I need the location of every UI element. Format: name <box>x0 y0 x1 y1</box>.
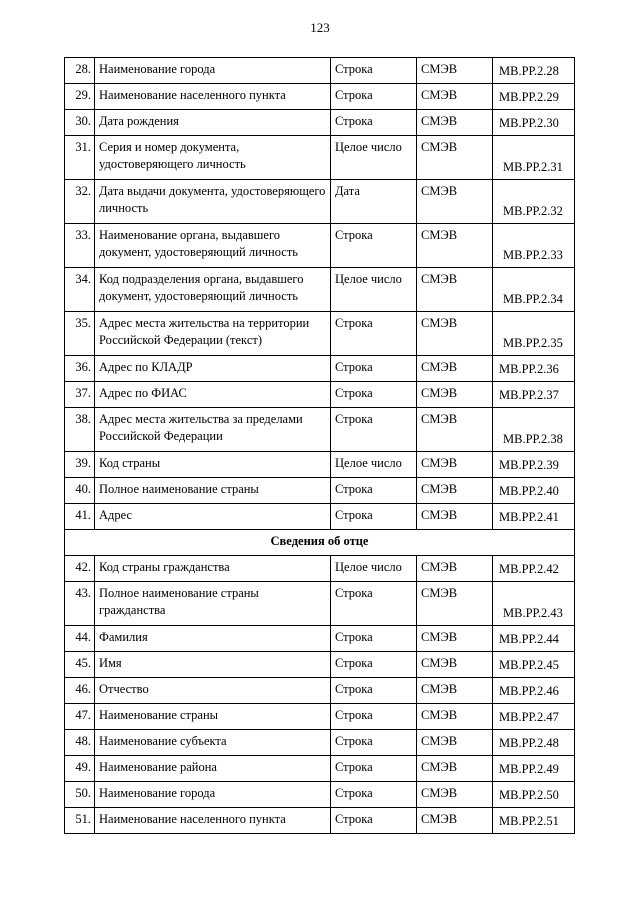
row-number: 41. <box>65 504 95 530</box>
field-name: Код страны <box>95 452 331 478</box>
field-source: СМЭВ <box>417 504 493 530</box>
table-row <box>65 556 575 582</box>
field-source: СМЭВ <box>417 782 493 808</box>
field-code-text: МВ.РР.2.48 <box>499 736 559 750</box>
field-code-text: МВ.РР.2.30 <box>499 116 559 130</box>
field-code-text: МВ.РР.2.37 <box>499 388 559 402</box>
field-type: Строка <box>331 626 417 652</box>
row-number: 50. <box>65 782 95 808</box>
field-type: Целое число <box>331 136 417 180</box>
row-number: 43. <box>65 582 95 626</box>
table-row <box>65 408 575 452</box>
field-code-text: МВ.РР.2.45 <box>499 658 559 672</box>
row-number: 28. <box>65 58 95 84</box>
field-code-text: МВ.РР.2.33 <box>503 248 563 262</box>
field-name: Наименование органа, выдавшего документ, удостоверяющий личность <box>95 224 331 268</box>
field-type: Строка <box>331 84 417 110</box>
table-row <box>65 782 575 808</box>
field-source: СМЭВ <box>417 356 493 382</box>
row-number: 29. <box>65 84 95 110</box>
field-code <box>493 808 575 834</box>
row-number: 38. <box>65 408 95 452</box>
row-number: 47. <box>65 704 95 730</box>
field-code <box>493 180 575 224</box>
field-type: Строка <box>331 730 417 756</box>
field-source: СМЭВ <box>417 730 493 756</box>
field-code-text: МВ.РР.2.39 <box>499 458 559 472</box>
field-type: Строка <box>331 478 417 504</box>
field-type: Строка <box>331 652 417 678</box>
row-number: 37. <box>65 382 95 408</box>
field-code <box>493 312 575 356</box>
row-number: 44. <box>65 626 95 652</box>
field-code-text: МВ.РР.2.34 <box>503 292 563 306</box>
field-source: СМЭВ <box>417 808 493 834</box>
field-type: Строка <box>331 504 417 530</box>
section-title: Сведения об отце <box>65 530 575 556</box>
field-source: СМЭВ <box>417 382 493 408</box>
field-code-text: МВ.РР.2.32 <box>503 204 563 218</box>
row-number: 36. <box>65 356 95 382</box>
table-row <box>65 224 575 268</box>
row-number: 34. <box>65 268 95 312</box>
field-type: Целое число <box>331 268 417 312</box>
field-code <box>493 268 575 312</box>
field-name: Наименование населенного пункта <box>95 84 331 110</box>
table-row <box>65 136 575 180</box>
row-number: 32. <box>65 180 95 224</box>
field-name: Дата рождения <box>95 110 331 136</box>
table-row <box>65 110 575 136</box>
field-name: Адрес по ФИАС <box>95 382 331 408</box>
field-type: Строка <box>331 756 417 782</box>
field-code <box>493 504 575 530</box>
field-code <box>493 110 575 136</box>
row-number: 40. <box>65 478 95 504</box>
field-code <box>493 356 575 382</box>
field-name: Адрес места жительства за пределами Российской Федерации <box>95 408 331 452</box>
page-number: 123 <box>310 20 330 35</box>
field-code-text: МВ.РР.2.41 <box>499 510 559 524</box>
field-name: Наименование населенного пункта <box>95 808 331 834</box>
field-source: СМЭВ <box>417 268 493 312</box>
field-type: Строка <box>331 58 417 84</box>
table-row <box>65 356 575 382</box>
field-type: Строка <box>331 704 417 730</box>
field-code <box>493 136 575 180</box>
field-source: СМЭВ <box>417 312 493 356</box>
field-type: Строка <box>331 582 417 626</box>
field-source: СМЭВ <box>417 84 493 110</box>
field-code-text: МВ.РР.2.42 <box>499 562 559 576</box>
field-code <box>493 626 575 652</box>
field-code-text: МВ.РР.2.49 <box>499 762 559 776</box>
field-source: СМЭВ <box>417 556 493 582</box>
field-name: Адрес по КЛАДР <box>95 356 331 382</box>
field-source: СМЭВ <box>417 652 493 678</box>
field-name: Код страны гражданства <box>95 556 331 582</box>
field-name: Наименование страны <box>95 704 331 730</box>
field-type: Целое число <box>331 556 417 582</box>
field-name: Адрес места жительства на территории Российской Федерации (текст) <box>95 312 331 356</box>
field-code-text: МВ.РР.2.51 <box>499 814 559 828</box>
table-row <box>65 704 575 730</box>
field-name: Наименование района <box>95 756 331 782</box>
field-type: Целое число <box>331 452 417 478</box>
field-code-text: МВ.РР.2.43 <box>503 606 563 620</box>
field-source: СМЭВ <box>417 582 493 626</box>
field-name: Код подразделения органа, выдавшего документ, удостоверяющий личность <box>95 268 331 312</box>
field-code-text: МВ.РР.2.44 <box>499 632 559 646</box>
row-number: 30. <box>65 110 95 136</box>
field-code <box>493 756 575 782</box>
field-source: СМЭВ <box>417 626 493 652</box>
field-code <box>493 678 575 704</box>
rows-group-before <box>65 58 575 530</box>
table-row <box>65 382 575 408</box>
row-number: 45. <box>65 652 95 678</box>
field-code-text: МВ.РР.2.35 <box>503 336 563 350</box>
field-name: Дата выдачи документа, удостоверяющего личность <box>95 180 331 224</box>
field-code <box>493 408 575 452</box>
field-name: Адрес <box>95 504 331 530</box>
field-code <box>493 452 575 478</box>
table-row <box>65 504 575 530</box>
table-row <box>65 312 575 356</box>
row-number: 51. <box>65 808 95 834</box>
field-name: Имя <box>95 652 331 678</box>
field-code <box>493 782 575 808</box>
field-name: Полное наименование страны гражданства <box>95 582 331 626</box>
field-code <box>493 652 575 678</box>
row-number: 35. <box>65 312 95 356</box>
field-name: Наименование города <box>95 782 331 808</box>
field-source: СМЭВ <box>417 136 493 180</box>
field-type: Строка <box>331 224 417 268</box>
rows-group-after <box>65 556 575 834</box>
field-code-text: МВ.РР.2.31 <box>503 160 563 174</box>
field-code <box>493 382 575 408</box>
field-source: СМЭВ <box>417 478 493 504</box>
field-code-text: МВ.РР.2.46 <box>499 684 559 698</box>
field-code <box>493 730 575 756</box>
table-row <box>65 84 575 110</box>
field-code <box>493 84 575 110</box>
field-type: Строка <box>331 678 417 704</box>
field-source: СМЭВ <box>417 110 493 136</box>
table-row <box>65 756 575 782</box>
field-code <box>493 582 575 626</box>
field-name: Полное наименование страны <box>95 478 331 504</box>
field-source: СМЭВ <box>417 408 493 452</box>
field-source: СМЭВ <box>417 678 493 704</box>
field-name: Серия и номер документа, удостоверяющего личность <box>95 136 331 180</box>
table-row <box>65 808 575 834</box>
field-code-text: МВ.РР.2.28 <box>499 64 559 78</box>
table-row <box>65 730 575 756</box>
field-code-text: МВ.РР.2.50 <box>499 788 559 802</box>
field-name: Фамилия <box>95 626 331 652</box>
field-code-text: МВ.РР.2.47 <box>499 710 559 724</box>
field-source: СМЭВ <box>417 452 493 478</box>
field-type: Строка <box>331 110 417 136</box>
field-type: Дата <box>331 180 417 224</box>
row-number: 46. <box>65 678 95 704</box>
field-name: Отчество <box>95 678 331 704</box>
row-number: 49. <box>65 756 95 782</box>
field-source: СМЭВ <box>417 756 493 782</box>
row-number: 42. <box>65 556 95 582</box>
table-row <box>65 268 575 312</box>
field-type: Строка <box>331 382 417 408</box>
field-name: Наименование субъекта <box>95 730 331 756</box>
data-fields-table <box>64 57 575 834</box>
field-source: СМЭВ <box>417 704 493 730</box>
field-type: Строка <box>331 782 417 808</box>
field-code <box>493 478 575 504</box>
row-number: 31. <box>65 136 95 180</box>
field-code-text: МВ.РР.2.29 <box>499 90 559 104</box>
table-row <box>65 626 575 652</box>
field-name: Наименование города <box>95 58 331 84</box>
field-code-text: МВ.РР.2.40 <box>499 484 559 498</box>
field-code <box>493 224 575 268</box>
table-row <box>65 652 575 678</box>
table-row <box>65 452 575 478</box>
field-type: Строка <box>331 356 417 382</box>
field-code <box>493 704 575 730</box>
field-code-text: МВ.РР.2.36 <box>499 362 559 376</box>
table-row <box>65 678 575 704</box>
table-row <box>65 478 575 504</box>
field-code-text: МВ.РР.2.38 <box>503 432 563 446</box>
row-number: 33. <box>65 224 95 268</box>
row-number: 39. <box>65 452 95 478</box>
table-row <box>65 582 575 626</box>
field-code <box>493 556 575 582</box>
field-type: Строка <box>331 312 417 356</box>
field-source: СМЭВ <box>417 58 493 84</box>
field-type: Строка <box>331 408 417 452</box>
section-row <box>65 530 575 556</box>
field-type: Строка <box>331 808 417 834</box>
row-number: 48. <box>65 730 95 756</box>
field-source: СМЭВ <box>417 180 493 224</box>
field-code <box>493 58 575 84</box>
table-row <box>65 58 575 84</box>
field-source: СМЭВ <box>417 224 493 268</box>
table-row <box>65 180 575 224</box>
